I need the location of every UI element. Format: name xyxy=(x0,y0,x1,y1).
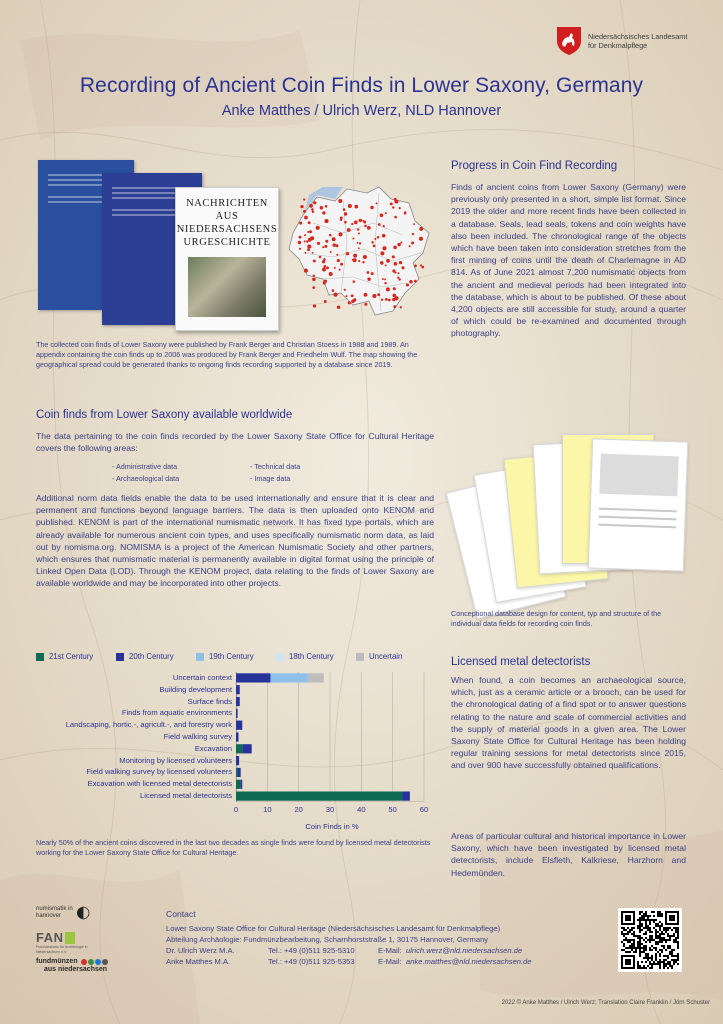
chart-category-label: Field walking survey by licensed volunteers xyxy=(86,767,232,777)
chart-bar xyxy=(236,685,240,694)
coin-finds-context-chart xyxy=(236,672,432,802)
chart-bar xyxy=(270,673,308,682)
progress-text: Finds of ancient coins from Lower Saxony (Germany) were previously only presented in a short, simple list format. Since 2019 the older and more recent finds have been collected in a database. Seals, lead seals, tokens and coin weights have also been included. The chronological range of the objects which have been taken into consideration stretches from the first minting of coins until the death of Charlemagne in AD 814. As of June 2021 almost 7,200 numismatic objects from the ancient and medieval periods had been integrated into the database, which is about to be published. Of these about 4,200 objects are still accessible for study, around a quarter of which could be re-examined and documented through photography. xyxy=(451,182,686,339)
journal-cover-photo xyxy=(188,257,266,317)
chart-bar xyxy=(241,780,243,789)
worldwide-text: Additional norm data fields enable the data to be used internationally and ensure that it is clear and permanent and functions beyond language barriers. The data is then uploaded onto KENOM and published. KENOM is part of the international numismatic network. It has fixed type portals, which are already available for numerous ancient coin types, and uses specifically numismatic norm data, as laid out by nomisma.org. NOMISMA is a project of the American Numismatic Society and other partners, which ensures that numismatic material is permanently available in digital format using the principle of Linked Open Data (LOD). Through the KENOM project, data relating to the finds of Lower Saxony are available worldwide and may be incorporated into other projects. xyxy=(36,493,434,589)
data-area-archaeological: - Archaeological data xyxy=(112,474,180,483)
chart-bar xyxy=(236,709,238,718)
legend-item xyxy=(116,652,174,661)
database-design-image xyxy=(450,420,690,600)
qr-code-icon xyxy=(621,911,679,969)
chart-tick-label: 10 xyxy=(263,805,272,814)
worldwide-heading: Coin finds from Lower Saxony available worldwide xyxy=(36,409,293,421)
partner1-line1: numismatik in xyxy=(36,906,73,912)
chart-bar xyxy=(308,673,324,682)
fundmuenzen-logo xyxy=(36,958,126,974)
legend-item xyxy=(196,652,254,661)
chart-bar xyxy=(236,768,238,777)
legend-label: 18th Century xyxy=(289,652,334,661)
legend-item xyxy=(36,652,93,661)
legend-label: 21st Century xyxy=(49,652,94,661)
fan-logo xyxy=(36,930,126,945)
chart-bar xyxy=(236,791,402,800)
legend-label: 20th Century xyxy=(129,652,174,661)
poster-authors: Anke Matthes / Ulrich Werz, NLD Hannover xyxy=(221,103,502,119)
data-area-administrative: - Administrative data xyxy=(112,462,178,471)
chart-category-label: Landscaping, hortic.-, agricult.-, and forestry work xyxy=(65,720,232,730)
legend-item xyxy=(276,652,334,661)
chart-bar xyxy=(236,697,240,706)
fundmuenzen-line2: aus niedersachsen xyxy=(44,966,108,973)
chart-bar xyxy=(402,791,410,800)
chart-tick-label: 0 xyxy=(233,805,239,814)
contact-email-label-2: E-Mail: xyxy=(378,957,402,966)
chart-category-label: Surface finds xyxy=(187,696,232,706)
journal-title-line3: URGESCHICHTE xyxy=(183,237,271,248)
contact-heading: Contact xyxy=(166,909,196,919)
chart-bar xyxy=(236,756,239,765)
contact-email-label-1: E-Mail: xyxy=(378,946,402,955)
chart-bar xyxy=(236,732,239,741)
chart-caption: Nearly 50% of the ancient coins discovered in the last two decades as single finds were found by licensed metal detectorists working for the Lower Saxony State Office for Cultural Heritage. xyxy=(36,838,431,857)
numismatik-hannover-logo xyxy=(36,906,126,920)
coin-half-icon xyxy=(76,906,90,920)
qr-code[interactable] xyxy=(618,908,682,972)
institution-logo xyxy=(556,24,716,58)
partner-logos xyxy=(36,906,126,974)
detectorists-heading: Licensed metal detectorists xyxy=(451,656,591,668)
journal-title-line1: NACHRICHTEN AUS xyxy=(186,198,268,222)
copyright-note: 2022 © Anke Matthes / Ulrich Werz; Translation Claire Franklin / Jörn Schuster xyxy=(501,1000,710,1006)
legend-swatch xyxy=(356,653,364,661)
chart-tick-label: 60 xyxy=(419,805,429,814)
chart-category-label: Uncertain context xyxy=(172,672,232,682)
contact-email-1[interactable]: ulrich.werz@nld.niedersachsen.de xyxy=(406,946,523,955)
chart-bar xyxy=(236,744,242,753)
contact-block xyxy=(166,909,606,967)
institution-name-line2: für Denkmalpflege xyxy=(588,41,648,50)
chart-bar xyxy=(236,673,270,682)
detectorists-text: When found, a coin becomes an archaeological source, which, just as a ceramic article or a brooch, can be used for the chronological dating of a find spot or to answer questions relating to the nature and scale of commercial activities and the supply of material goods in a given area. The Lower Saxony State Office for Cultural Heritage has been holding regular training sessions for metal detectorists since 2015, and over 900 have successfully obtained qualifications. xyxy=(451,675,686,771)
journal-title-line2: NIEDERSACHSENS xyxy=(176,224,278,235)
contact-organisation: Lower Saxony State Office for Cultural Heritage (Niedersächsisches Landesamt für Denkmalpflege) xyxy=(166,924,501,933)
legend-item xyxy=(356,652,402,661)
fundmuenzen-dots-icon xyxy=(81,959,108,965)
publication-journal xyxy=(175,187,279,331)
legend-label: Uncertain xyxy=(369,652,403,661)
lower-saxony-horse-shield-icon xyxy=(556,26,582,56)
chart-category-label: Building development xyxy=(159,684,232,694)
poster-title: Recording of Ancient Coin Finds in Lower Saxony, Germany xyxy=(79,74,644,97)
coin-finds-distribution-map xyxy=(283,183,433,323)
legend-swatch xyxy=(276,653,284,661)
detectorists-areas-text: Areas of particular cultural and historical importance in Lower Saxony, which have been investigated by licensed metal detectorists, include Elsfleth, Kalkriese, Harzhorn and Hedemünden. xyxy=(451,831,686,878)
fundmuenzen-line1: fundmünzen xyxy=(36,958,78,965)
fan-logo-text: FAN xyxy=(36,930,64,945)
database-caption: Conceptional database design for content, typ and structure of the individual data fields for recording coin finds. xyxy=(451,609,662,628)
legend-swatch xyxy=(196,653,204,661)
chart-x-axis-label: Coin Finds in % xyxy=(305,822,359,831)
partner1-line2: hannover xyxy=(36,913,62,919)
chart-tick-label: 40 xyxy=(357,805,366,814)
contact-phone-2: Tel.: +49 (0)511 925-5353 xyxy=(268,957,355,966)
chart-bar xyxy=(238,768,241,777)
progress-heading: Progress in Coin Find Recording xyxy=(451,160,618,172)
chart-bar xyxy=(236,780,241,789)
publications-caption: The collected coin finds of Lower Saxony were published by Frank Berger and Christian Stoess in 1988 and 1989. An appendix containing the coin finds up to 2006 was produced by Frank Berger and Friedhelm Wulf. The map showing the geographical spread could be generated thanks to ongoing finds recording supported by a database since 2019. xyxy=(36,340,418,369)
chart-tick-label: 50 xyxy=(388,805,397,814)
data-area-technical: - Technical data xyxy=(250,462,301,471)
chart-category-label: Excavation xyxy=(194,743,232,753)
worldwide-intro: The data pertaining to the coin finds recorded by the Lower Saxony State Office for Cultural Heritage covers the following areas: xyxy=(36,431,434,454)
fan-logo-subtitle: Freundeskreis für Archäologie in Niedersachsen e.V. xyxy=(36,945,88,954)
institution-name-line1: Niedersächsisches Landesamt xyxy=(588,32,688,41)
chart-category-label: Field walking survey xyxy=(163,732,232,741)
chart-tick-label: 20 xyxy=(294,805,303,814)
contact-email-2[interactable]: anke.matthes@nld.niedersachsen.de xyxy=(406,957,532,966)
legend-label: 19th Century xyxy=(209,652,254,661)
legend-swatch xyxy=(36,653,44,661)
chart-bar xyxy=(236,721,242,730)
chart-bar xyxy=(242,744,251,753)
legend-swatch xyxy=(116,653,124,661)
contact-department: Abteilung Archäologie: Fundmünzbearbeitung, Scharnhorststraße 1, 30175 Hannover, Germany xyxy=(166,935,489,944)
chart-category-label: Licensed metal detectorists xyxy=(139,791,232,801)
fan-logo-green-mark xyxy=(65,932,75,944)
data-area-image: - Image data xyxy=(250,474,291,483)
contact-phone-1: Tel.: +49 (0)511 925-5310 xyxy=(268,946,355,955)
contact-person-1: Dr. Ulrich Werz M.A. xyxy=(166,946,235,955)
chart-tick-label: 30 xyxy=(325,805,335,814)
chart-category-label: Finds from aquatic environments xyxy=(121,708,232,718)
contact-person-2: Anke Matthes M.A. xyxy=(166,957,231,966)
chart-category-label: Monitoring by licensed volunteers xyxy=(119,755,232,765)
chart-category-label: Excavation with licensed metal detectorists xyxy=(87,779,232,789)
